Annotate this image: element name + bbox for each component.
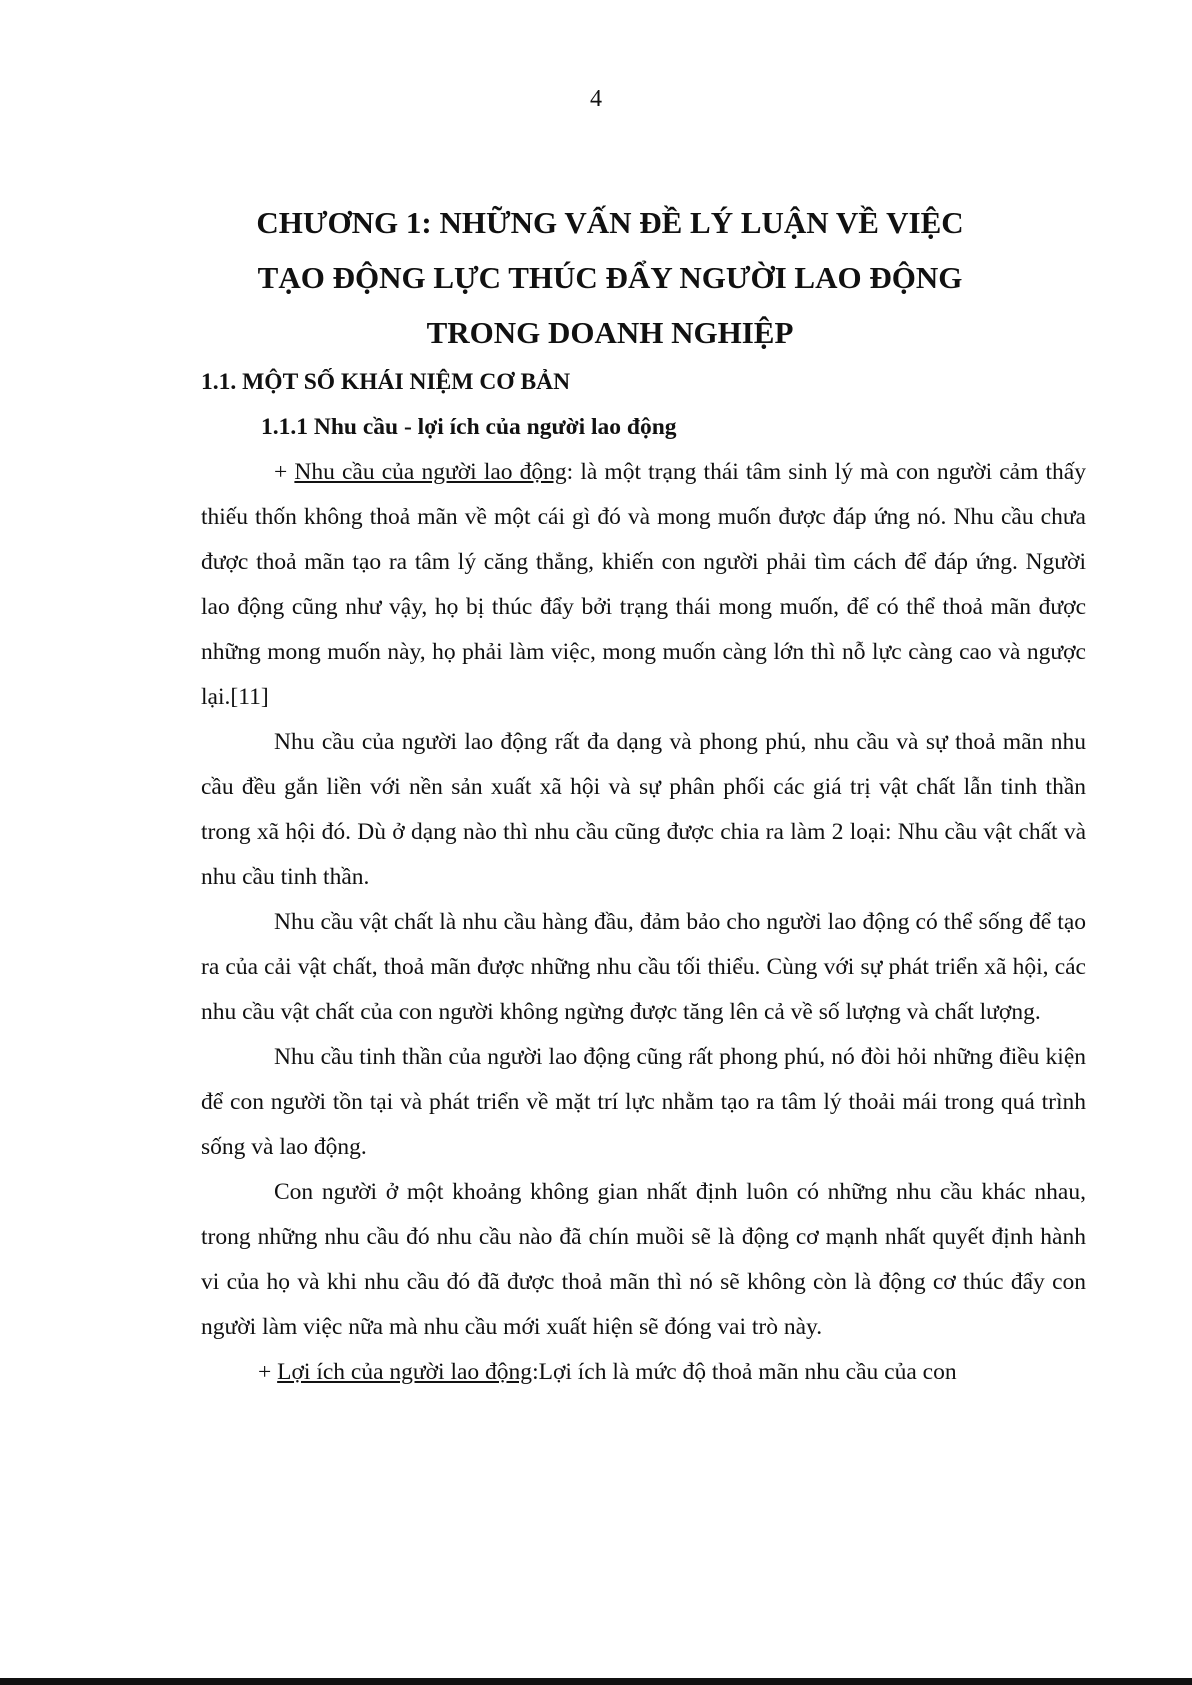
term-benefits: Lợi ích của người lao động xyxy=(277,1359,533,1385)
bullet-prefix: + xyxy=(274,459,295,485)
chapter-title-line-2: TẠO ĐỘNG LỰC THÚC ĐẨY NGƯỜI LAO ĐỘNG xyxy=(257,260,963,295)
paragraph-spiritual-needs: Nhu cầu tinh thần của người lao động cũng rất phong phú, nó đòi hỏi những điều kiện để con người tồn tại và phát triển về mặt trí lực nhằm tạo ra tâm lý thoải mái trong quá trình sống và lao động. xyxy=(201,1044,1086,1160)
page-number: 4 xyxy=(590,86,602,112)
paragraph-needs-definition xyxy=(201,450,1086,720)
bullet-prefix: + xyxy=(258,1359,278,1385)
chapter-title-line-3: TRONG DOANH NGHIỆP xyxy=(426,315,794,350)
paragraph-needs-types: Nhu cầu của người lao động rất đa dạng và phong phú, nhu cầu và sự thoả mãn nhu cầu đều gắn liền với nền sản xuất xã hội và sự phân phối các giá trị vật chất lẫn tinh thần trong xã hội đó. Dù ở dạng nào thì nhu cầu cũng được chia ra làm 2 loại: Nhu cầu vật chất và nhu cầu tinh thần. xyxy=(201,729,1086,890)
paragraph-material-needs: Nhu cầu vật chất là nhu cầu hàng đầu, đảm bảo cho người lao động có thể sống để tạo ra của cải vật chất, thoả mãn được những nhu cầu tối thiểu. Cùng với sự phát triển xã hội, các nhu cầu vật chất của con người không ngừng được tăng lên cả về số lượng và chất lượng. xyxy=(201,909,1086,1025)
subsection-heading: 1.1.1 Nhu cầu - lợi ích của người lao động xyxy=(261,414,677,440)
paragraph-text: :Lợi ích là mức độ thoả mãn nhu cầu của con xyxy=(532,1359,957,1385)
paragraph-needs-motivation: Con người ở một khoảng không gian nhất định luôn có những nhu cầu khác nhau, trong những nhu cầu đó nhu cầu nào đã chín muồi sẽ là động cơ mạnh nhất quyết định hành vi của họ và khi nhu cầu đó đã được thoả mãn thì nó sẽ không còn là động cơ thúc đẩy con người làm việc nữa mà nhu cầu mới xuất hiện sẽ đóng vai trò này. xyxy=(201,1179,1086,1340)
chapter-title-line-1: CHƯƠNG 1: NHỮNG VẤN ĐỀ LÝ LUẬN VỀ VIỆC xyxy=(256,205,964,240)
term-needs: Nhu cầu của người lao động xyxy=(294,459,567,485)
section-heading: 1.1. MỘT SỐ KHÁI NIỆM CƠ BẢN xyxy=(201,369,571,395)
chapter-title xyxy=(220,195,1000,360)
paragraph-benefits-definition xyxy=(201,1350,1086,1395)
page-bottom-border xyxy=(0,1678,1192,1685)
document-body xyxy=(201,360,1086,1395)
paragraph-text: : là một trạng thái tâm sinh lý mà con người cảm thấy thiếu thốn không thoả mãn về một cái gì đó và mong muốn được đáp ứng nó. Nhu cầu chưa được thoả mãn tạo ra tâm lý căng thẳng, khiến con người phải tìm cách để đáp ứng. Người lao động cũng như vậy, họ bị thúc đẩy bởi trạng thái mong muốn, để có thể thoả mãn được những mong muốn này, họ phải làm việc, mong muốn càng lớn thì nỗ lực càng cao và ngược lại.[11] xyxy=(201,459,1086,710)
